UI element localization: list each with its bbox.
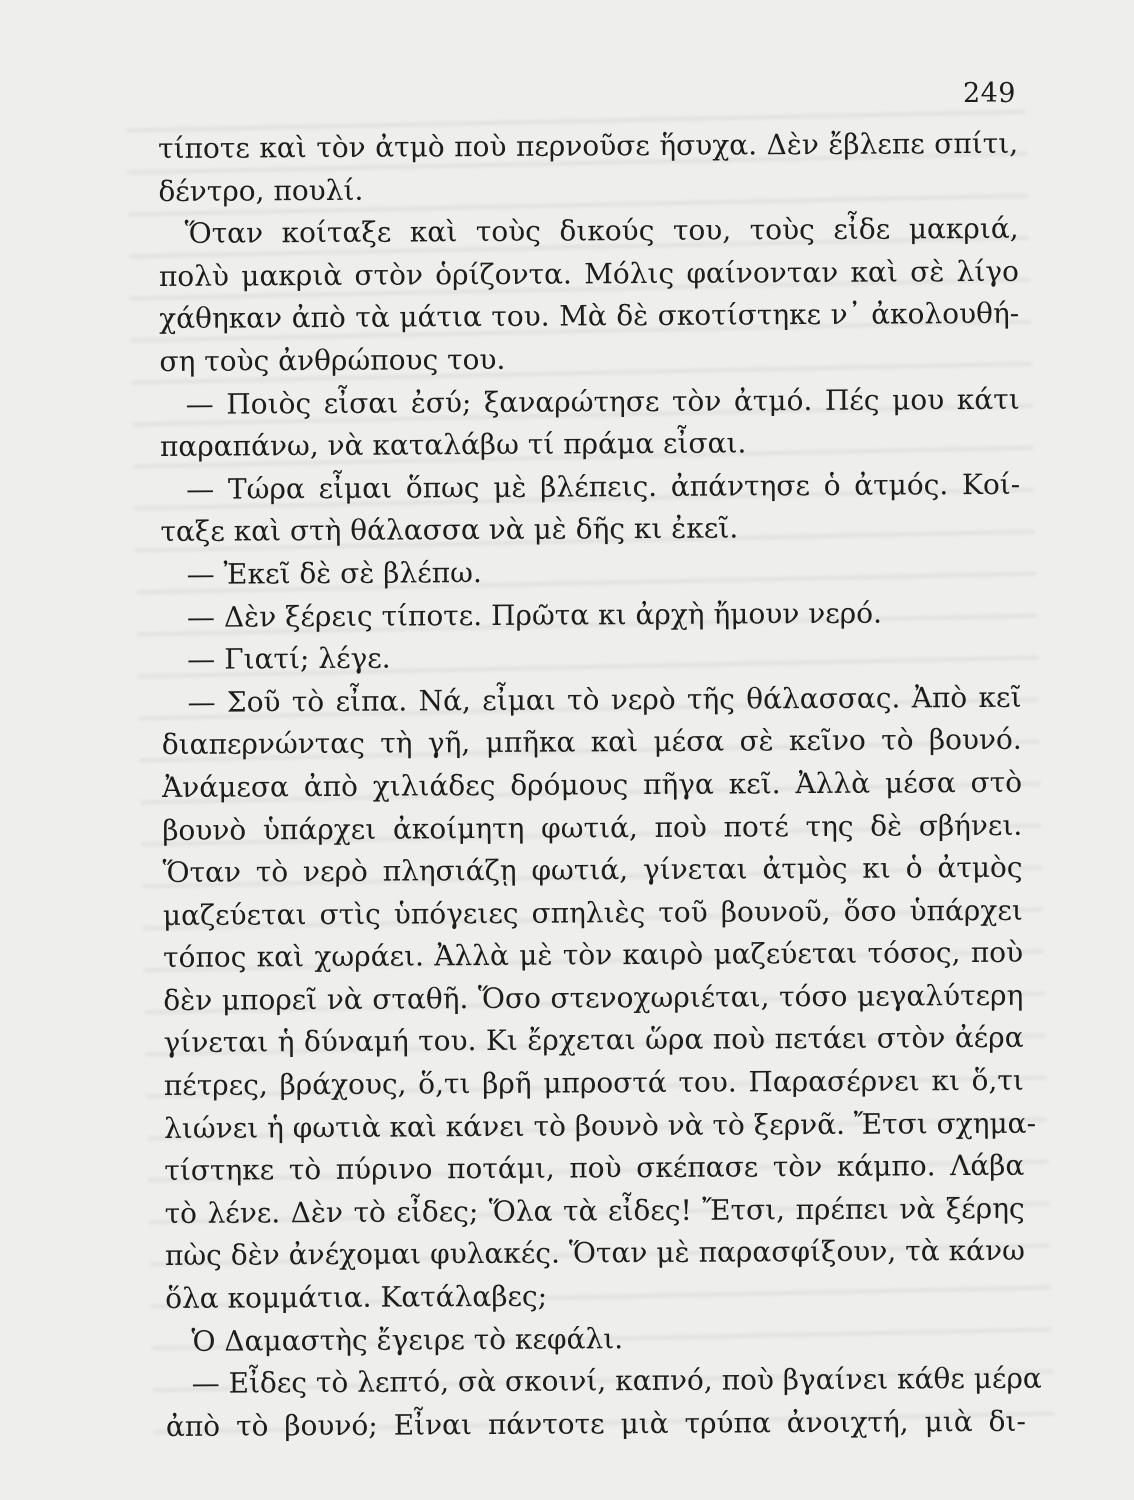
text-line: τόπος καὶ χωράει. Ἀλλὰ μὲ τὸν καιρὸ μαζεύεται τόσος, ποὺ xyxy=(162,936,1024,975)
text-line: τίποτε καὶ τὸν ἀτμὸ ποὺ περνοῦσε ἥσυχα. Δὲν ἔβλεπε σπίτι, xyxy=(158,126,1019,165)
text-line: δὲν μπορεῖ νὰ σταθῆ. Ὅσο στενοχωριέται, τόσο μεγαλύτερη xyxy=(163,978,1024,1017)
text-line: τὸ λένε. Δὲν τὸ εἶδες; Ὅλα τὰ εἶδες! Ἔτσι, πρέπει νὰ ξέρης xyxy=(164,1191,1025,1230)
text-line: παραπάνω, νὰ καταλάβω τί πράμα εἶσαι. xyxy=(159,426,747,464)
text-line: — Τώρα εἶμαι ὅπως μὲ βλέπεις. ἀπάντησε ὁ ἀτμός. Κοί- xyxy=(186,467,1021,506)
text-line: πὼς δὲν ἀνέχομαι φυλακές. Ὅταν μὲ παρασφίξουν, τὰ κάνω xyxy=(164,1234,1025,1273)
text-line: ἀπὸ τὸ βουνό; Εἶναι πάντοτε μιὰ τρύπα ἀνοιχτή, μιὰ δι- xyxy=(165,1404,1027,1443)
text-line: πέτρες, βράχους, ὅ,τι βρῆ μπροστά του. Παρασέρνει κι ὅ,τι xyxy=(163,1063,1024,1103)
text-line: ση τοὺς ἀνθρώπους του. xyxy=(159,342,506,378)
text-line: — Γιατί; λέγε. xyxy=(187,641,391,676)
text-line: δέντρο, πουλί. xyxy=(158,173,364,208)
text-line: διαπερνώντας τὴ γῆ, μπῆκα καὶ μέσα σὲ κεῖνο τὸ βουνό. xyxy=(161,723,1022,762)
text-line: Ὁ Δαμαστὴς ἔγειρε τὸ κεφάλι. xyxy=(191,1321,624,1358)
text-line: λιώνει ἡ φωτιὰ καὶ κάνει τὸ βουνὸ νὰ τὸ ξερνᾶ. Ἔτσι σχημα- xyxy=(164,1106,1037,1145)
text-line: χάθηκαν ἀπὸ τὰ μάτια του. Μὰ δὲ σκοτίστηκε ν᾽ ἀκολουθή- xyxy=(159,297,1020,336)
text-line: — Σοῦ τὸ εἶπα. Νά, εἶμαι τὸ νερὸ τῆς θάλασσας. Ἀπὸ κεῖ xyxy=(187,680,1022,719)
text-line: πολὺ μακριὰ στὸν ὁρίζοντα. Μόλις φαίνονταν καὶ σὲ λίγο xyxy=(158,254,1019,293)
text-line: Ὅταν κοίταξε καὶ τοὺς δικούς του, τοὺς εἶδε μακριά, xyxy=(184,211,1019,251)
text-line: Ὅταν τὸ νερὸ πλησιάζῃ φωτιά, γίνεται ἀτμὸς κι ὁ ἀτμὸς xyxy=(162,850,1023,890)
text-line: — Εἶδες τὸ λεπτό, σὰ σκοινί, καπνό, ποὺ βγαίνει κάθε μέρα xyxy=(191,1361,1042,1401)
text-line: ταξε καὶ στὴ θάλασσα νὰ μὲ δῆς κι ἐκεῖ. xyxy=(160,511,739,549)
body-text xyxy=(158,123,1042,1449)
text-line: γίνεται ἡ δύναμή του. Κι ἔρχεται ὥρα ποὺ πετάει στὸν ἀέρα xyxy=(163,1021,1024,1060)
text-line: βουνὸ ὑπάρχει ἀκοίμητη φωτιά, ποὺ ποτέ της δὲ σβήνει. xyxy=(162,808,1023,847)
text-line: ὅλα κομμάτια. Κατάλαβες; xyxy=(165,1279,548,1316)
text-line: μαζεύεται στὶς ὑπόγειες σπηλιὲς τοῦ βουνοῦ, ὅσο ὑπάρχει xyxy=(162,893,1023,932)
text-line: Ἀνάμεσα ἀπὸ χιλιάδες δρόμους πῆγα κεῖ. Ἀλλὰ μέσα στὸ xyxy=(161,765,1023,804)
text-line: — Δὲν ξέρεις τίποτε. Πρῶτα κι ἀρχὴ ἤμουν νερό. xyxy=(186,596,883,634)
text-line: — Ἐκεῖ δὲ σὲ βλέπω. xyxy=(186,555,482,591)
text-line: — Ποιὸς εἶσαι ἐσύ; ξαναρώτησε τὸν ἀτμό. Πές μου κάτι xyxy=(185,382,1020,421)
page-number: 249 xyxy=(962,78,1016,109)
text-line: τίστηκε τὸ πύρινο ποτάμι, ποὺ σκέπασε τὸν κάμπο. Λάβα xyxy=(164,1148,1025,1188)
